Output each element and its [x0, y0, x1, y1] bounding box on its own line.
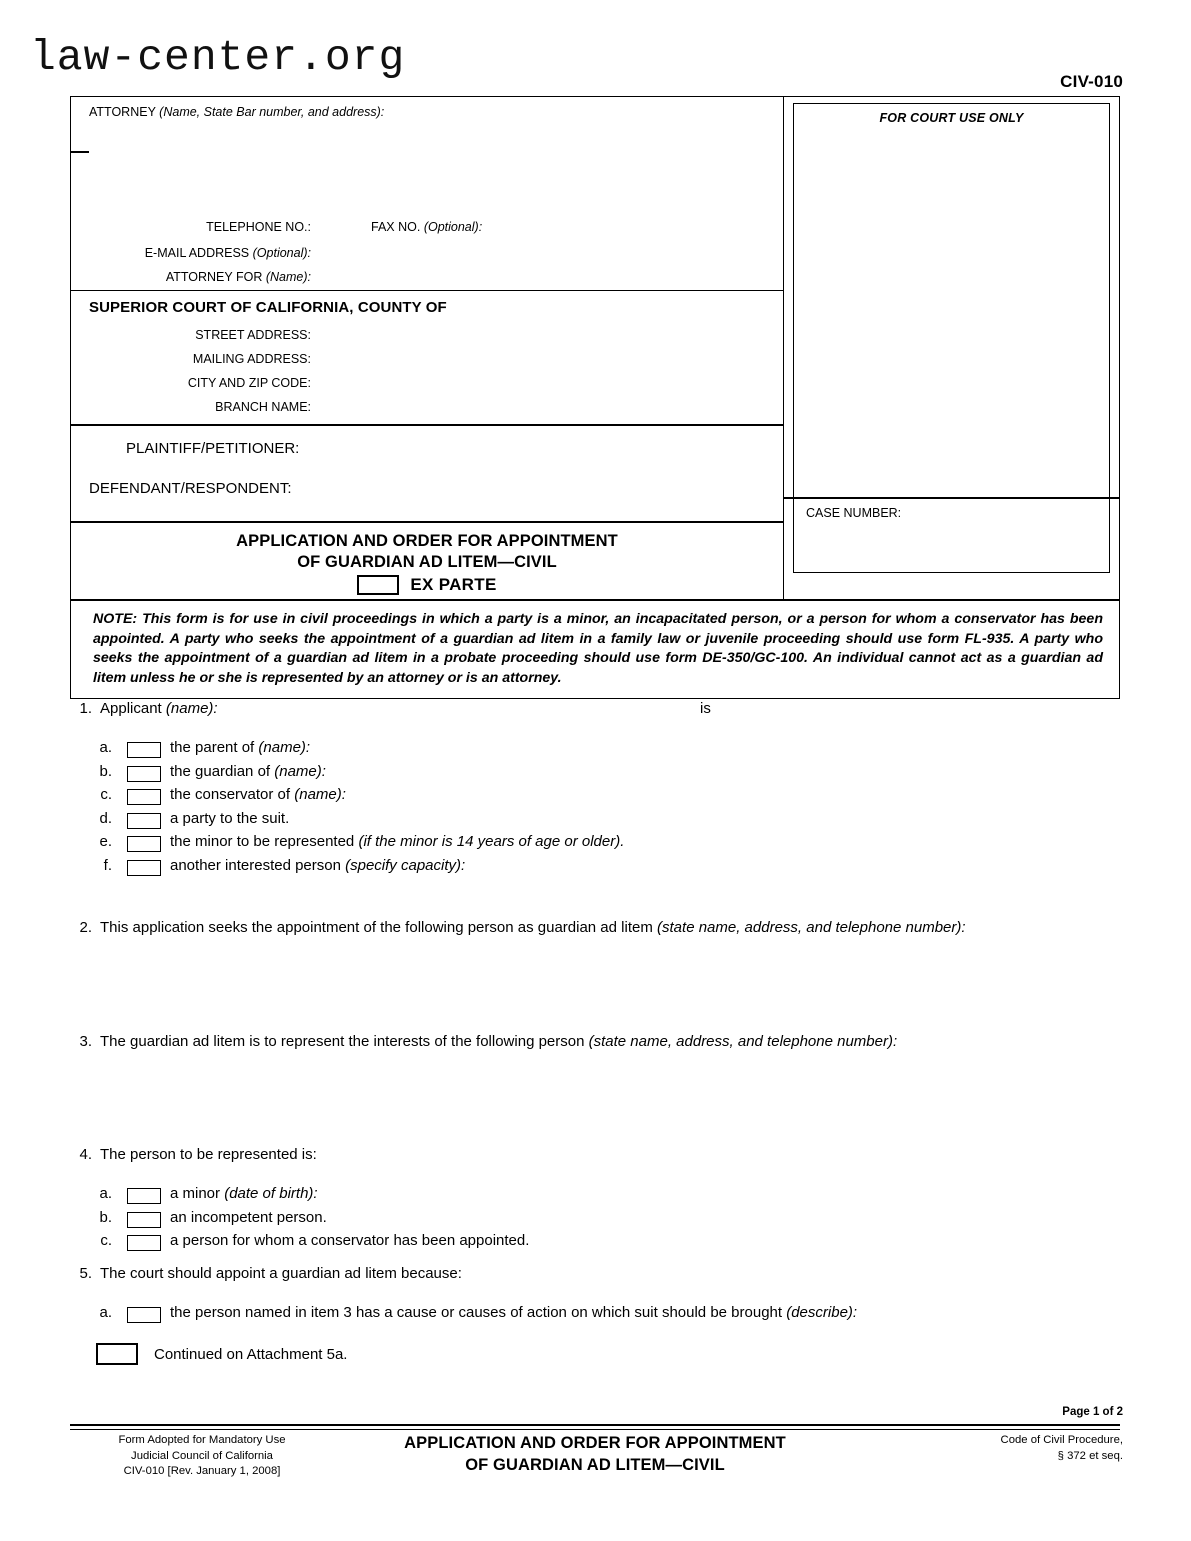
item-4: [70, 1146, 1120, 1163]
defendant-label: DEFENDANT/RESPONDENT:: [89, 480, 292, 497]
item-4-option-c-letter: c.: [100, 1232, 112, 1249]
footer-adoption-line1: Form Adopted for Mandatory Use: [118, 1434, 286, 1446]
item-1: [70, 700, 1120, 717]
case-number-area: [784, 497, 1119, 577]
item-5-answer-space[interactable]: [70, 1327, 1120, 1407]
item-4-text: The person to be represented is:: [100, 1146, 317, 1163]
attorney-block: [71, 97, 783, 290]
court-use-only-area: [784, 97, 1119, 497]
alignment-tick-mark: [71, 151, 89, 153]
fax-label: FAX NO. (Optional):: [371, 220, 483, 234]
item-1-option-c-letter: c.: [100, 786, 112, 803]
item-4-option-a-letter: a.: [99, 1185, 112, 1202]
caption-right-column: [784, 97, 1119, 599]
item-1-option-a-letter: a.: [99, 739, 112, 756]
footer-legal-citation: [873, 1433, 1123, 1464]
item-1-option-a-text: the parent of (name):: [170, 739, 311, 756]
item-1-option-b-checkbox[interactable]: [127, 766, 161, 782]
item-1-option-f-checkbox[interactable]: [127, 860, 161, 876]
item-1-option-f-letter: f.: [103, 856, 112, 874]
form-title-line1: APPLICATION AND ORDER FOR APPOINTMENT: [236, 532, 618, 550]
item-2-number: 2.: [79, 919, 92, 936]
item-5-number: 5.: [79, 1264, 92, 1282]
page-indicator: Page 1 of 2: [1062, 1406, 1123, 1418]
item-3-number: 3.: [79, 1033, 92, 1050]
court-use-only-box: [793, 103, 1110, 497]
form-body: [70, 700, 1120, 1407]
form-title-block: [71, 521, 783, 599]
footer-adoption-line2: Judicial Council of California: [131, 1449, 273, 1462]
item-4-option-b-letter: b.: [99, 1208, 112, 1226]
item-1-option-c-text: the conservator of (name):: [170, 786, 346, 803]
item-5-option-a-text: the person named in item 3 has a cause or causes of action on which suit should be brought (describe):: [170, 1303, 858, 1321]
item-5: [70, 1265, 1120, 1282]
court-title: SUPERIOR COURT OF CALIFORNIA, COUNTY OF: [89, 299, 447, 316]
footer-form-title: [330, 1432, 860, 1476]
telephone-fax-row: [71, 220, 783, 240]
footer-citation-line2: § 372 et seq.: [1057, 1449, 1123, 1462]
item-4-option-b-text: an incompetent person.: [170, 1208, 327, 1226]
branch-name-label: BRANCH NAME:: [215, 400, 311, 414]
mailing-address-label: MAILING ADDRESS:: [192, 352, 311, 366]
item-4-option-c-checkbox[interactable]: [127, 1235, 161, 1251]
site-watermark: law-center.org: [30, 33, 406, 82]
footer-form-title-line2: OF GUARDIAN AD LITEM—CIVIL: [465, 1456, 725, 1474]
item-1-lead: Applicant (name):: [100, 700, 218, 717]
city-zip-label: CITY AND ZIP CODE:: [187, 376, 311, 390]
street-address-label: STREET ADDRESS:: [195, 328, 311, 342]
continued-attachment-label: Continued on Attachment 5a.: [154, 1345, 348, 1363]
item-1-option-a-checkbox[interactable]: [127, 742, 161, 758]
attorney-for-label: ATTORNEY FOR (Name):: [165, 270, 311, 284]
item-1-option-b: [70, 763, 1120, 787]
item-3-text: The guardian ad litem is to represent the interests of the following person (state name, address, and telephone number):: [100, 1033, 898, 1050]
footer-form-title-line1: APPLICATION AND ORDER FOR APPOINTMENT: [404, 1434, 786, 1452]
item-4-option-b: [70, 1209, 1120, 1233]
item-4-number: 4.: [79, 1146, 92, 1163]
ex-parte-row: [71, 575, 783, 595]
footer-rule-thin: [70, 1429, 1120, 1430]
case-number-label: CASE NUMBER:: [806, 506, 902, 520]
item-1-option-d: [70, 810, 1120, 834]
footer-rule-thick: [70, 1424, 1120, 1426]
item-5-text: The court should appoint a guardian ad litem because:: [100, 1264, 462, 1282]
item-4-option-a-text: a minor (date of birth):: [170, 1185, 318, 1202]
telephone-label: TELEPHONE NO.:: [206, 220, 311, 234]
item-3: [70, 1033, 1120, 1050]
item-5-option-a-letter: a.: [99, 1303, 112, 1321]
footer-citation-line1: Code of Civil Procedure,: [1000, 1434, 1123, 1446]
attorney-label: ATTORNEY (Name, State Bar number, and address):: [89, 105, 385, 119]
caption-table: [70, 96, 1120, 699]
item-1-option-e-text: the minor to be represented (if the minor is 14 years of age or older).: [170, 833, 625, 850]
court-block: [71, 290, 783, 424]
continued-attachment-checkbox[interactable]: [96, 1343, 138, 1365]
item-1-option-c-checkbox[interactable]: [127, 789, 161, 805]
item-1-option-e-letter: e.: [99, 833, 112, 850]
parties-block: [71, 424, 783, 521]
item-2-text: This application seeks the appointment of the following person as guardian ad litem (state name, address, and telephone number):: [100, 919, 966, 936]
item-1-option-f: [70, 857, 1120, 881]
item-4-option-c: [70, 1232, 1120, 1256]
item-4-option-c-text: a person for whom a conservator has been appointed.: [170, 1232, 530, 1249]
caption-left-column: [71, 97, 784, 599]
footer-adoption-info: [72, 1433, 332, 1480]
item-1-option-a: [70, 739, 1120, 763]
item-2: [70, 919, 1120, 936]
item-1-option-f-text: another interested person (specify capacity):: [170, 856, 466, 874]
form-title-line2: OF GUARDIAN AD LITEM—CIVIL: [297, 553, 557, 571]
email-label: E-MAIL ADDRESS (Optional):: [144, 246, 311, 260]
form-number: CIV-010: [1060, 72, 1123, 91]
item-4-option-b-checkbox[interactable]: [127, 1212, 161, 1228]
ex-parte-label: EX PARTE: [410, 575, 497, 594]
plaintiff-label: PLAINTIFF/PETITIONER:: [126, 440, 300, 457]
footer-adoption-line3: CIV-010 [Rev. January 1, 2008]: [123, 1465, 281, 1477]
item-3-answer-space[interactable]: [70, 1050, 1120, 1146]
item-5-option-a-checkbox[interactable]: [127, 1307, 161, 1323]
item-1-option-b-text: the guardian of (name):: [170, 762, 326, 780]
court-use-only-label: FOR COURT USE ONLY: [879, 111, 1024, 125]
item-1-option-b-letter: b.: [99, 762, 112, 780]
continued-attachment-row: [96, 1343, 347, 1365]
item-1-option-d-checkbox[interactable]: [127, 813, 161, 829]
item-5-option-a: [70, 1304, 1120, 1328]
item-1-option-d-text: a party to the suit.: [170, 809, 290, 827]
item-1-option-e-checkbox[interactable]: [127, 836, 161, 852]
ex-parte-checkbox[interactable]: [357, 575, 399, 595]
item-1-trailing-is: is: [700, 700, 711, 717]
item-1-option-c: [70, 786, 1120, 810]
case-number-box[interactable]: [793, 499, 1110, 573]
item-1-option-e: [70, 833, 1120, 857]
item-1-number: 1.: [79, 700, 92, 717]
item-2-answer-space[interactable]: [70, 936, 1120, 1033]
form-note: NOTE: This form is for use in civil proceedings in which a party is a minor, an incapacitated person, or a person for whom a conservator has been appointed. A party who seeks the appointment of a guardian ad litem in a family law or juvenile proceeding should use form FL-935. A party who seeks the appointment of a guardian ad litem in a probate proceeding should use form DE-350/GC-100. An individual cannot act as a guardian ad litem unless he or she is represented by an attorney or is an attorney.: [71, 599, 1119, 698]
item-4-option-a-checkbox[interactable]: [127, 1188, 161, 1204]
item-1-option-d-letter: d.: [99, 809, 112, 827]
item-4-option-a: [70, 1185, 1120, 1209]
